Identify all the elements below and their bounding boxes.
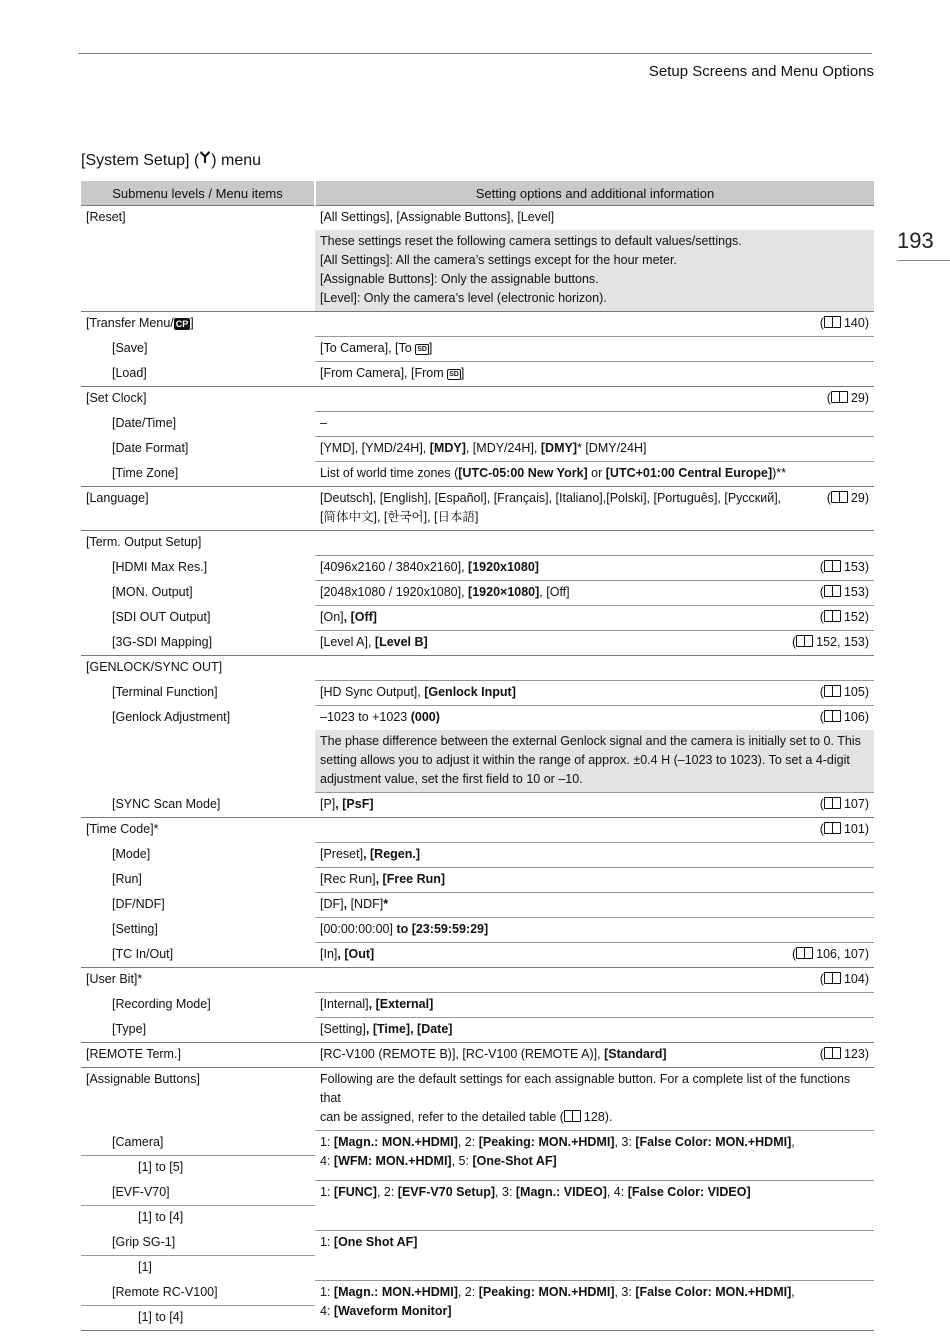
menu-item — [81, 412, 315, 437]
value-text: , 3: — [614, 1285, 636, 1299]
value-text: , 2: — [457, 1135, 479, 1149]
page-reference-number: 106, 107 — [816, 947, 865, 961]
value-text: [YMD], [YMD/24H], — [320, 441, 430, 455]
setting-options — [315, 656, 874, 681]
menu-item-label: [Run] — [112, 872, 142, 886]
menu-item-label: [MON. Output] — [112, 585, 193, 599]
table-row — [81, 1043, 874, 1068]
page-reference: ( 101) — [819, 822, 869, 836]
table-row — [81, 1068, 874, 1131]
value-line — [320, 1233, 869, 1252]
menu-item: [Camera] — [112, 1135, 164, 1149]
running-head: Setup Screens and Menu Options — [648, 63, 874, 80]
setting-options — [315, 312, 874, 337]
menu-item — [81, 993, 315, 1018]
menu-item-label: [Save] — [112, 341, 148, 355]
sd-card-icon: SD — [417, 346, 427, 353]
page-reference-number: 128 — [583, 1110, 605, 1124]
value-default: [DMY] — [540, 441, 577, 455]
section-title-start: [System Setup] ( — [81, 152, 200, 169]
note-line: These settings reset the following camera settings to default values/settings. — [320, 234, 742, 248]
value-text: , 3: — [495, 1185, 516, 1199]
page-reference: ( 152, 153) — [791, 635, 869, 649]
menu-table — [81, 181, 874, 1331]
table-row — [81, 437, 874, 462]
value-default: , [Off] — [343, 610, 377, 624]
menu-item — [81, 206, 315, 231]
book-icon — [796, 635, 813, 647]
value-line: [简体中文], [한국어], [日本語] — [320, 510, 479, 524]
value-text: 1: — [320, 1235, 334, 1249]
value-line — [320, 1283, 869, 1302]
value-text: , 2: — [457, 1285, 479, 1299]
value-text: ] — [428, 341, 433, 355]
table-row — [81, 706, 874, 731]
page-reference: ( 107) — [819, 797, 869, 811]
value-text: can be assigned, refer to the detailed table ( — [320, 1110, 564, 1124]
page-reference-number: 106 — [843, 710, 865, 724]
setting-options — [315, 918, 874, 943]
setting-options — [315, 387, 874, 412]
table-row — [81, 818, 874, 843]
page-reference: ( 152) — [819, 610, 869, 624]
page-reference: ( 29) — [826, 491, 869, 505]
setting-options — [315, 362, 874, 387]
page-reference: ( 106, 107) — [791, 947, 869, 961]
setting-options — [315, 993, 874, 1018]
note-row — [81, 730, 874, 793]
value-default: [MDY] — [429, 441, 466, 455]
value-text: [Level A], — [320, 635, 375, 649]
table-row — [81, 462, 874, 487]
section-title — [81, 150, 261, 170]
setting-options — [315, 706, 874, 731]
value-text: , 3: — [614, 1135, 636, 1149]
value-line — [320, 1302, 869, 1321]
menu-item — [81, 337, 315, 362]
value-default: [False Color: MON.+HDMI] — [635, 1135, 792, 1149]
value-default: , [External] — [368, 997, 434, 1011]
value-default: , [Free Run] — [375, 872, 446, 886]
menu-subitem: [1] to [4] — [81, 1206, 315, 1231]
wrench-icon — [199, 150, 211, 167]
value-text: [DF] — [320, 897, 344, 911]
value-text: [Internal] — [320, 997, 369, 1011]
setting-options — [315, 818, 874, 843]
value-text: [RC-V100 (REMOTE B)], [RC-V100 (REMOTE A)], — [320, 1047, 605, 1061]
value-default: [Peaking: MON.+HDMI] — [478, 1135, 615, 1149]
value-default: , [Out] — [337, 947, 375, 961]
menu-item-label: [Date Format] — [112, 441, 189, 455]
menu-item-label: [DF/NDF] — [112, 897, 165, 911]
setting-options — [315, 843, 874, 868]
menu-item — [81, 681, 315, 706]
menu-item: [Grip SG-1] — [112, 1235, 176, 1249]
value-default: [1920x1080] — [468, 560, 539, 574]
value-text: 1: — [320, 1285, 334, 1299]
setting-options — [315, 487, 874, 531]
menu-subitem: [1] to [4] — [81, 1306, 315, 1331]
value-default: * — [383, 897, 389, 911]
page-reference-number: 140 — [843, 316, 865, 330]
note-line: The phase difference between the external Genlock signal and the camera is initially set to 0. This — [320, 734, 861, 748]
page-reference-number: 29 — [850, 391, 865, 405]
menu-item-label: [Type] — [112, 1022, 147, 1036]
book-icon — [824, 316, 841, 328]
note-line: [Level]: Only the camera’s level (electronic horizon). — [320, 291, 607, 305]
table-row — [81, 793, 874, 818]
value-default: , [PsF] — [335, 797, 374, 811]
value-default: [FUNC] — [333, 1185, 377, 1199]
table-row — [81, 943, 874, 968]
menu-item-label: [Language] — [86, 491, 149, 505]
table-row — [81, 312, 874, 337]
table-row — [81, 412, 874, 437]
table-row — [81, 918, 874, 943]
book-icon — [824, 710, 841, 722]
table-row — [81, 968, 874, 993]
value-default: [Waveform Monitor] — [333, 1304, 452, 1318]
value-text: [Preset] — [320, 847, 364, 861]
value-default: [EVF-V70 Setup] — [397, 1185, 496, 1199]
value-default: [False Color: VIDEO] — [627, 1185, 751, 1199]
value-default: [Magn.: VIDEO] — [515, 1185, 607, 1199]
value-default: [Standard] — [604, 1047, 667, 1061]
menu-item — [81, 868, 315, 893]
book-icon — [824, 1047, 841, 1059]
table-row — [81, 656, 874, 681]
menu-item-label-end: ] — [190, 316, 194, 330]
page-reference: ( 153) — [819, 585, 869, 599]
menu-item — [81, 1018, 315, 1043]
menu-item — [81, 312, 315, 337]
menu-subitem: [1] — [81, 1256, 315, 1281]
value-line — [320, 1152, 869, 1171]
menu-item-label: [Recording Mode] — [112, 997, 211, 1011]
value-default: , — [343, 897, 351, 911]
table-row — [81, 387, 874, 412]
value-text: ] — [460, 366, 465, 380]
note-text — [315, 230, 874, 312]
note-text — [315, 730, 874, 793]
menu-item — [81, 581, 315, 606]
menu-item-label: [Term. Output Setup] — [86, 535, 202, 549]
value-default: to [23:59:59:29] — [392, 922, 489, 936]
menu-body — [81, 206, 874, 1331]
value-text: [Rec Run] — [320, 872, 376, 886]
table-row — [81, 993, 874, 1018]
value-text: [All Settings], [Assignable Buttons], [Level] — [320, 210, 555, 224]
menu-item-label: [User Bit]* — [86, 972, 143, 986]
setting-options — [315, 943, 874, 968]
menu-item-label: [Reset] — [86, 210, 126, 224]
value-default: [UTC+01:00 Central Europe] — [605, 466, 773, 480]
value-default: (000) — [410, 710, 440, 724]
note-row — [81, 230, 874, 312]
table-row — [81, 556, 874, 581]
note-line: [All Settings]: All the camera’s settings except for the hour meter. — [320, 253, 677, 267]
setting-options — [315, 462, 874, 487]
book-icon — [831, 491, 848, 503]
value-text: [4096x2160 / 3840x2160], — [320, 560, 469, 574]
menu-item-label: [GENLOCK/SYNC OUT] — [86, 660, 223, 674]
menu-item — [81, 893, 315, 918]
note-spacer — [81, 730, 315, 793]
col2-header: Setting options and additional information — [315, 181, 874, 206]
table-row — [81, 362, 874, 387]
menu-item — [81, 843, 315, 868]
table-row — [81, 893, 874, 918]
menu-item-label: [HDMI Max Res.] — [112, 560, 208, 574]
value-default: , [Time], [Date] — [365, 1022, 453, 1036]
book-icon — [824, 822, 841, 834]
value-text: [Setting] — [320, 1022, 366, 1036]
setting-options — [315, 681, 874, 706]
setting-options — [315, 793, 874, 818]
value-text: , 5: — [451, 1154, 473, 1168]
value-text: [P] — [320, 797, 336, 811]
menu-item — [81, 437, 315, 462]
col1-header: Submenu levels / Menu items — [81, 181, 315, 206]
page-reference: ( 153) — [819, 560, 869, 574]
value-default: [Genlock Input] — [424, 685, 516, 699]
menu-item-label: [Terminal Function] — [112, 685, 218, 699]
page-reference-number: 152 — [843, 610, 865, 624]
menu-item — [81, 606, 315, 631]
value-default: [WFM: MON.+HDMI] — [333, 1154, 452, 1168]
page-reference-number: 105 — [843, 685, 865, 699]
value-text: , — [791, 1285, 795, 1299]
book-icon — [564, 1110, 581, 1122]
table-row — [81, 487, 874, 531]
setting-options — [315, 1131, 874, 1181]
menu-item-label: [Time Code]* — [86, 822, 159, 836]
table-row — [81, 1231, 874, 1256]
note-line: adjustment value, set the first field to 10 or –10. — [320, 772, 583, 786]
menu-item — [81, 793, 315, 818]
setting-options — [315, 1281, 874, 1331]
menu-item-label: [Time Zone] — [112, 466, 179, 480]
menu-item-label: [Load] — [112, 366, 147, 380]
value-text: [HD Sync Output], — [320, 685, 425, 699]
value-text: , [MDY/24H], — [465, 441, 541, 455]
menu-item — [81, 918, 315, 943]
value-default: [False Color: MON.+HDMI] — [635, 1285, 792, 1299]
menu-item — [81, 487, 315, 531]
setting-options — [315, 556, 874, 581]
value-text: 1: — [320, 1185, 334, 1199]
page-number-rule — [897, 260, 950, 261]
table-row — [81, 1131, 874, 1156]
value-text: –1023 to +1023 — [320, 710, 411, 724]
menu-item-label: [TC In/Out] — [112, 947, 174, 961]
page-reference-number: 29 — [850, 491, 865, 505]
page-reference: ( 106) — [819, 710, 869, 724]
value-default: [UTC-05:00 New York] — [458, 466, 588, 480]
book-icon — [824, 585, 841, 597]
page-reference-number: 107 — [843, 797, 865, 811]
menu-item — [81, 556, 315, 581]
header-rule — [78, 53, 872, 54]
page-reference-number: 152, 153 — [816, 635, 865, 649]
page-reference: ( 123) — [819, 1047, 869, 1061]
value-text: 4: — [320, 1304, 334, 1318]
table-row — [81, 1181, 874, 1206]
page-reference-number: 153 — [843, 585, 865, 599]
section-title-end: ) menu — [211, 152, 262, 169]
page-number: 193 — [897, 228, 934, 253]
value-text: 1: — [320, 1135, 334, 1149]
page-reference-number: 153 — [843, 560, 865, 574]
setting-options — [315, 531, 874, 556]
menu-item — [81, 943, 315, 968]
page-reference: ( 140) — [819, 316, 869, 330]
value-default: [One Shot AF] — [333, 1235, 418, 1249]
table-row — [81, 843, 874, 868]
book-icon — [824, 560, 841, 572]
table-row — [81, 581, 874, 606]
note-spacer — [81, 230, 315, 312]
table-row — [81, 1018, 874, 1043]
value-line: Following are the default settings for each assignable button. For a complete list of the functions that — [320, 1072, 851, 1105]
value-text: 4: — [320, 1154, 334, 1168]
value-text: ). — [604, 1110, 613, 1124]
setting-options — [315, 1231, 874, 1281]
value-text: , — [791, 1135, 795, 1149]
value-text: [00:00:00:00] — [320, 922, 393, 936]
value-text: [In] — [320, 947, 338, 961]
value-default: [Magn.: MON.+HDMI] — [333, 1135, 458, 1149]
menu-item — [81, 818, 315, 843]
book-icon — [824, 972, 841, 984]
value-text: List of world time zones ( — [320, 466, 459, 480]
page-reference-number: 101 — [843, 822, 865, 836]
table-row — [81, 606, 874, 631]
value-text: * [DMY/24H] — [577, 441, 647, 455]
setting-options — [315, 412, 874, 437]
menu-item — [81, 362, 315, 387]
menu-item — [81, 631, 315, 656]
value-default: , [Regen.] — [363, 847, 421, 861]
value-text: , 2: — [376, 1185, 398, 1199]
table-row — [81, 631, 874, 656]
value-default: [1920×1080] — [468, 585, 540, 599]
menu-item-label: [SDI OUT Output] — [112, 610, 211, 624]
menu-item — [81, 387, 315, 412]
menu-item — [81, 531, 315, 556]
menu-item-label: [REMOTE Term.] — [86, 1047, 181, 1061]
page-reference-number: 123 — [843, 1047, 865, 1061]
value-default: [Magn.: MON.+HDMI] — [333, 1285, 458, 1299]
value-line: [Deutsch], [English], [Español], [Français], [Italiano],[Polski], [Português], [Русский], — [320, 491, 782, 505]
page-reference: ( 104) — [819, 972, 869, 986]
book-icon — [824, 610, 841, 622]
menu-item — [81, 706, 315, 731]
book-icon — [824, 797, 841, 809]
table-header-row — [81, 181, 874, 206]
menu-item: [Remote RC-V100] — [112, 1285, 218, 1299]
setting-options — [315, 893, 874, 918]
note-line: [Assignable Buttons]: Only the assignable buttons. — [320, 272, 599, 286]
menu-item-label: [Assignable Buttons] — [86, 1072, 200, 1086]
table-row — [81, 681, 874, 706]
setting-options — [315, 1068, 874, 1131]
value-text: )** — [772, 466, 787, 480]
value-text: [2048x1080 / 1920x1080], — [320, 585, 469, 599]
page-reference: ( 29) — [826, 391, 869, 405]
value-text: – — [320, 416, 327, 430]
setting-options — [315, 337, 874, 362]
sd-card-icon: SD — [449, 371, 459, 378]
book-icon — [831, 391, 848, 403]
menu-item — [81, 656, 315, 681]
setting-options — [315, 968, 874, 993]
cp-icon: CP — [175, 319, 189, 329]
value-line — [320, 1133, 869, 1152]
book-icon — [796, 947, 813, 959]
setting-options — [315, 1181, 874, 1231]
menu-item-label: [Set Clock] — [86, 391, 147, 405]
table-row — [81, 531, 874, 556]
setting-options — [315, 581, 874, 606]
value-text: , [Off] — [539, 585, 570, 599]
book-icon — [824, 685, 841, 697]
value-text: or — [587, 466, 606, 480]
value-text: , 4: — [606, 1185, 628, 1199]
page-reference-number: 104 — [843, 972, 865, 986]
menu-item-label: [Setting] — [112, 922, 158, 936]
menu-item-label: [SYNC Scan Mode] — [112, 797, 221, 811]
value-text: [To Camera], [To — [320, 341, 416, 355]
setting-options — [315, 868, 874, 893]
value-line — [320, 1183, 869, 1202]
menu-item — [81, 968, 315, 993]
value-text: [On] — [320, 610, 344, 624]
setting-options — [315, 631, 874, 656]
menu-subitem: [1] to [5] — [81, 1156, 315, 1181]
value-default: [One-Shot AF] — [472, 1154, 557, 1168]
menu-item-label: [Genlock Adjustment] — [112, 710, 231, 724]
value-text: [From Camera], [From — [320, 366, 448, 380]
menu-item — [81, 1068, 315, 1131]
menu-item-label: [3G-SDI Mapping] — [112, 635, 213, 649]
menu-item: [EVF-V70] — [112, 1185, 170, 1199]
page-reference: ( 105) — [819, 685, 869, 699]
table-row — [81, 206, 874, 231]
table-row — [81, 868, 874, 893]
value-default: [Peaking: MON.+HDMI] — [478, 1285, 615, 1299]
menu-item — [81, 1043, 315, 1068]
menu-item-label: [Transfer Menu/ — [86, 316, 174, 330]
note-line: setting allows you to adjust it within the range of approx. ±0.4 H (–1023 to 1023). To set a 4-digit — [320, 753, 850, 767]
menu-item-label: [Mode] — [112, 847, 151, 861]
table-row — [81, 337, 874, 362]
table-row — [81, 1281, 874, 1306]
menu-item-label: [Date/Time] — [112, 416, 177, 430]
value-default: [Level B] — [374, 635, 428, 649]
setting-options — [315, 437, 874, 462]
setting-options — [315, 206, 874, 231]
setting-options — [315, 606, 874, 631]
value-text: [NDF] — [350, 897, 384, 911]
setting-options — [315, 1018, 874, 1043]
setting-options — [315, 1043, 874, 1068]
value-line — [320, 1108, 869, 1127]
menu-item — [81, 462, 315, 487]
